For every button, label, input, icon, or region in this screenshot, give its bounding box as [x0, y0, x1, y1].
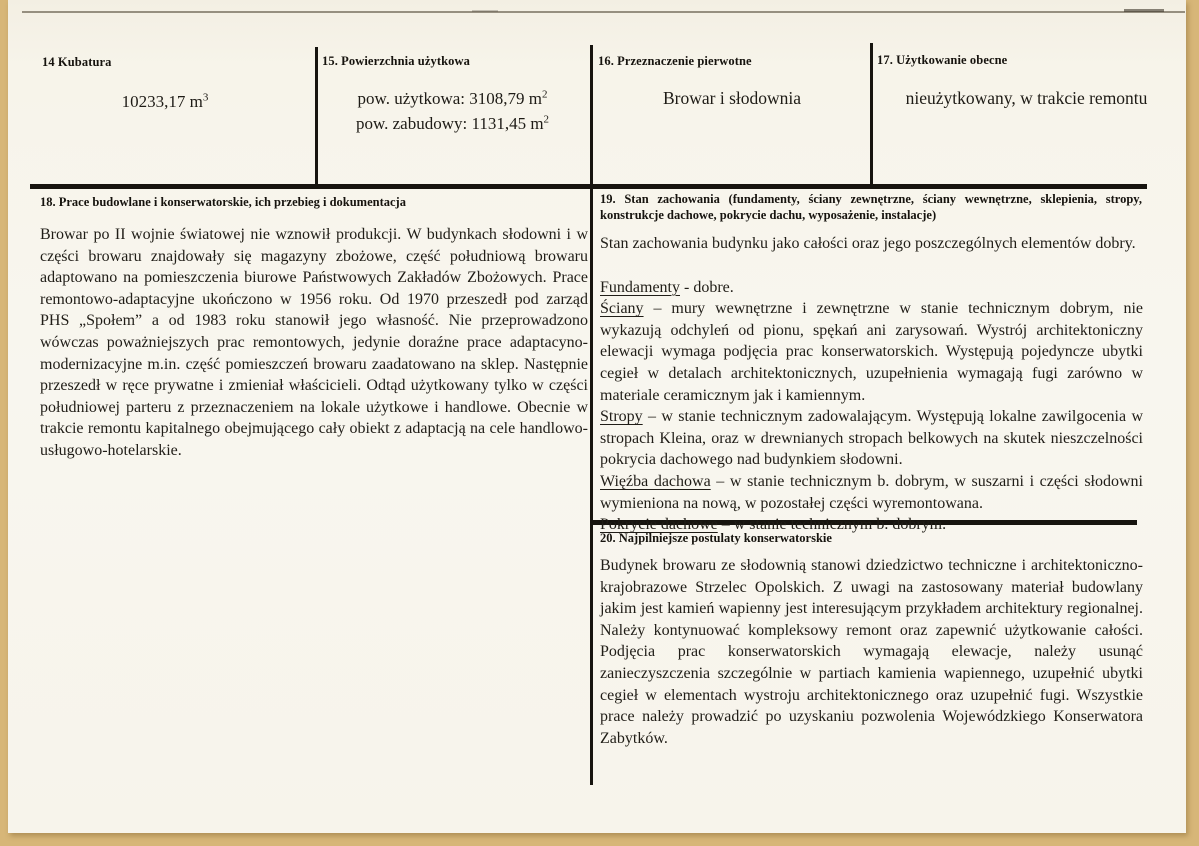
- section-20-paragraph: Budynek browaru ze słodownią stanowi dziedzictwo techniczne i architektoniczno-krajobrazowe Strzelec Opolskich. Z uwagi na zastosowany materiał budowlany jakim jest kamień wapienny jest interesującym przykładem architektury regionalnej. Należy kontynuować kompleksowy remont oraz zapewnić użytkowanie całości. Podjęcia prac konserwatorskich wymagają elewacje, należy usunąć zanieczyszczenia szczególnie w partiach kamienia wapiennego, uzupełnić ubytki cegieł w elementach wystroju architektonicznego oraz uzupełnić fugi. Wszystkie prace należy prowadzić po uzyskaniu pozwolenia Wojewódzkiego Konserwatora Zabytków.: [600, 557, 1143, 747]
- field-14-value: [40, 92, 290, 112]
- condition-term: Ściany: [600, 300, 644, 318]
- condition-term: Pokrycie dachowe: [600, 516, 718, 534]
- field-15-value: [325, 86, 580, 136]
- section-20-header: 20. Najpilniejsze postulaty konserwatorskie: [600, 531, 832, 545]
- top-horizontal-rule: [22, 11, 1185, 13]
- pow-uzytkowa-text: pow. użytkowa: 3108,79 m: [357, 89, 542, 108]
- condition-item-stropy: [600, 406, 1143, 471]
- section-20-body: [600, 555, 1143, 749]
- pow-uzytkowa-exponent: 2: [541, 88, 548, 101]
- section-19-intro: Stan zachowania budynku jako całości oraz jego poszczególnych elementów dobry.: [600, 235, 1136, 252]
- condition-term: Stropy: [600, 408, 643, 426]
- condition-text: – w stanie technicznym b. dobrym, w suszarni i części słodowni wymieniona na nową, w pozostałej części wyremontowana.: [600, 472, 1143, 512]
- condition-item-fundamenty: [600, 277, 1143, 299]
- field-14-label: 14 Kubatura: [42, 55, 112, 69]
- pow-uzytkowa-line: [325, 86, 580, 111]
- condition-text: – w stanie technicznym zadowalającym. Występują lokalne zawilgocenia w stropach Kleina, oraz w drewnianych stropach belkowych na skutek nieszczelności pokrycia dachowego nad budynkiem słodowni.: [600, 408, 1143, 469]
- pow-zabudowy-text: pow. zabudowy: 1131,45 m: [355, 114, 544, 133]
- condition-item-sciany: [600, 298, 1143, 406]
- table-divider-vertical-center: [590, 45, 593, 785]
- field-15-label: 15. Powierzchnia użytkowa: [322, 54, 470, 68]
- condition-text: – mury wewnętrzne i zewnętrzne w stanie technicznym dobrym, nie wykazują odchyleń od pionu, spękań ani zarysowań. Wystrój architektoniczny elewacji wymaga podjęcia prac konserwatorskich. Występują pojedyncze ubytki cegieł w detalach architektonicznych, uzupełnienia wymagają fugi zarówno w materiale ceramicznym jak i kamiennym.: [600, 300, 1143, 404]
- field-17-value: nieużytkowany, w trakcie remontu: [905, 88, 1148, 108]
- field-17-label: 17. Użytkowanie obecne: [877, 53, 1008, 67]
- scan-artifact-dash: [1124, 9, 1164, 12]
- section-18-body: [40, 224, 588, 462]
- table-divider-vertical-14-15: [315, 47, 318, 185]
- condition-item-wiezba-dachowa: [600, 471, 1143, 514]
- condition-text: - dobre.: [680, 278, 734, 296]
- condition-term: Fundamenty: [600, 278, 680, 296]
- kubatura-exponent: 3: [202, 91, 209, 104]
- pow-zabudowy-line: [325, 111, 580, 136]
- kubatura-value: 10233,17 m: [121, 92, 203, 111]
- field-16-label: 16. Przeznaczenie pierwotne: [598, 54, 752, 68]
- condition-term: Więźba dachowa: [600, 472, 711, 490]
- table-divider-horizontal-top: [30, 184, 1147, 189]
- section-18-paragraph: Browar po II wojnie światowej nie wznowił produkcji. W budynkach słodowni i w części browaru znajdowały się magazyny zbożowe, część południową browaru adaptowano na pomieszczenia biurowe Państwowych Zakładów Zbożowych. Prace remontowo-adaptacyjne ukończono w 1956 roku. Od 1970 przeszedł pod zarząd PHS „Społem” a od 1983 roku stanowił jego własność. Nie przeprowadzono wówczas poważniejszych prac remontowych, jedynie doraźne prace adaptacyno-modernizacyjne m.in. część pomieszczeń browaru zaadatowano na sklep. Następnie przeszedł w ręce prywatne i zmieniał właścicieli. Odtąd użytkowany tylko w części południowej parteru z przeznaczeniem na lokale użytkowe i handlowe. Obecnie w trakcie remontu kapitalnego obejmującego cały obiekt z adaptacją na cele handlowo-usługowo-hotelarskie.: [40, 226, 588, 459]
- table-divider-vertical-16-17: [870, 43, 873, 185]
- field-16-value: Browar i słodownia: [662, 88, 802, 108]
- scan-artifact-dash: [472, 10, 498, 12]
- condition-text: – w stanie technicznym b. dobrym.: [717, 516, 947, 534]
- section-18-header: 18. Prace budowlane i konserwatorskie, ich przebieg i dokumentacja: [40, 195, 406, 209]
- section-19-header: 19. Stan zachowania (fundamenty, ściany zewnętrzne, ściany wewnętrzne, sklepienia, stropy, konstrukcje dachowe, pokrycie dachu, wyposażenie, instalacje): [600, 192, 1142, 222]
- section-19-body: [600, 233, 1143, 536]
- pow-zabudowy-exponent: 2: [543, 113, 550, 126]
